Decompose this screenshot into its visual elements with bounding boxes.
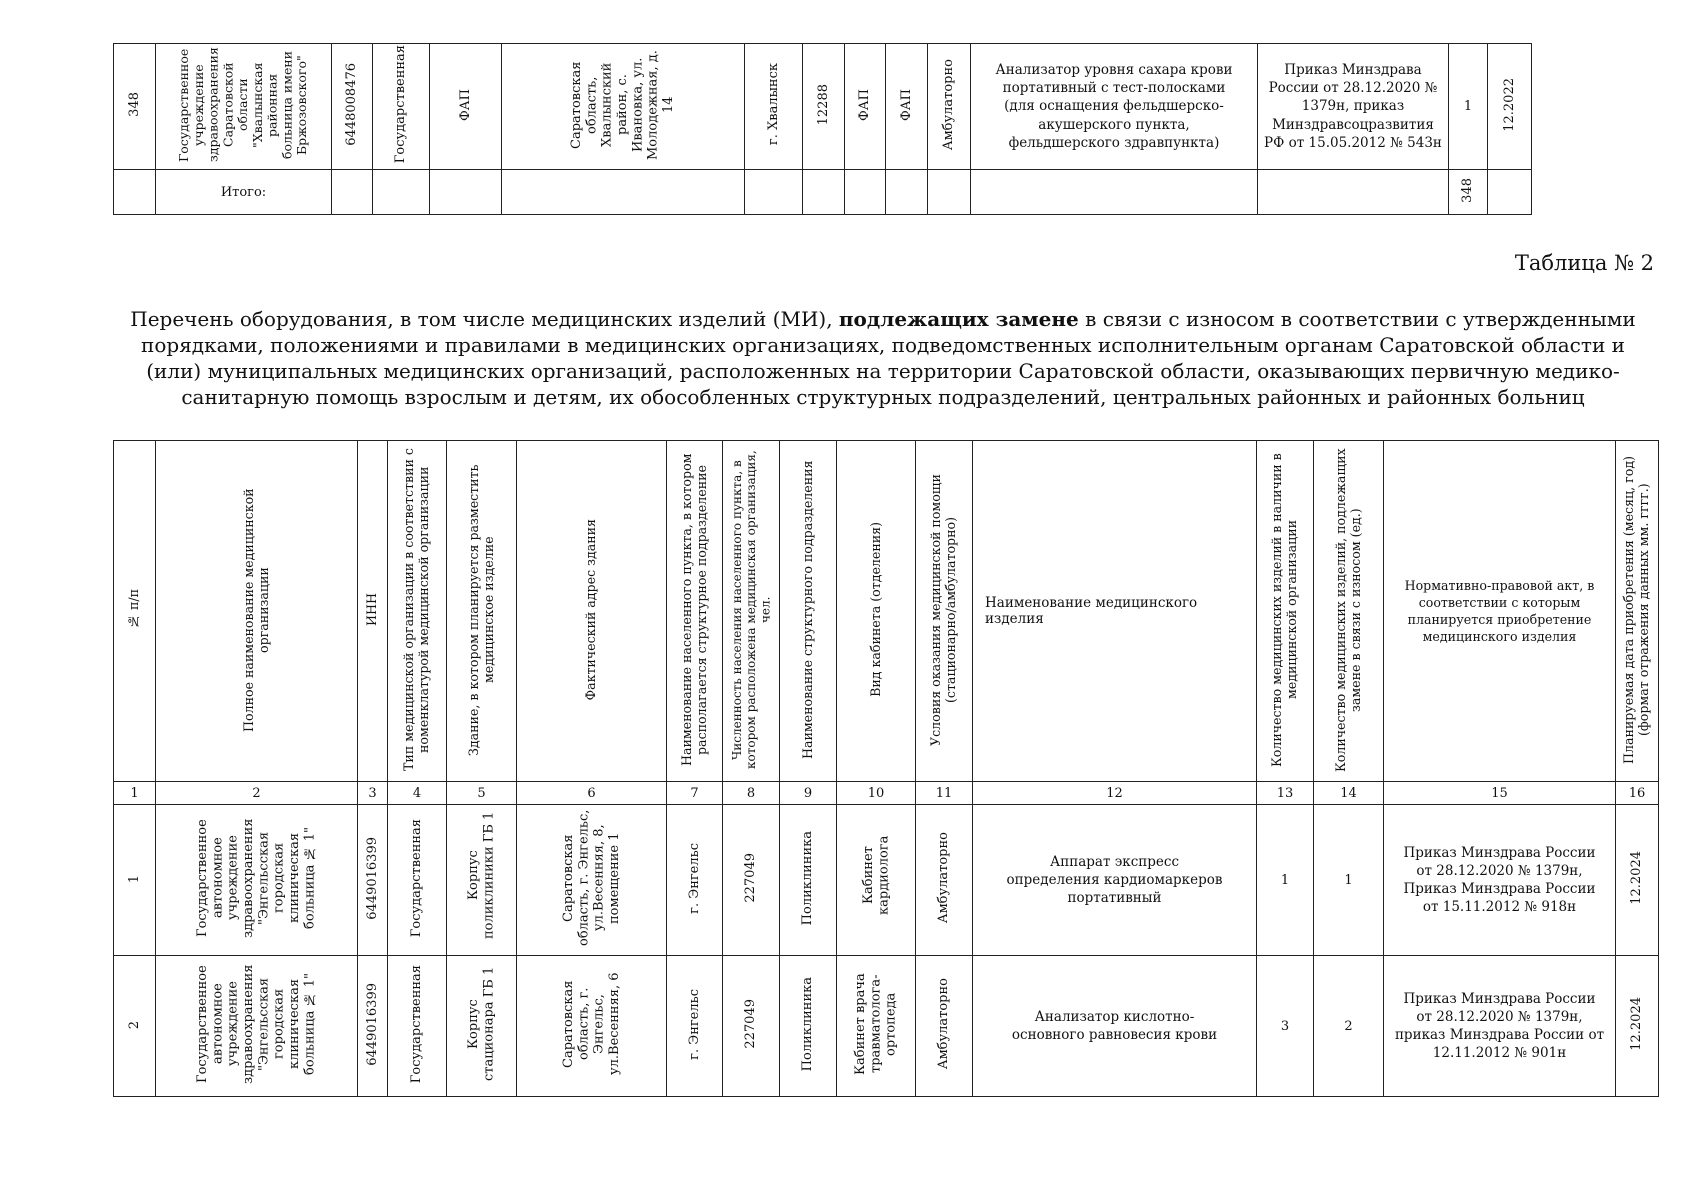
cell-address: Саратовская область, Хвалынский район, с. Ивановка, ул. Молодежная, д. 14	[502, 44, 745, 170]
cell-inn: 6448008476	[332, 44, 373, 170]
header-cell: Численность населения населенного пункта, в котором расположена медицинская организация, чел.	[723, 441, 780, 782]
header-cell: Количество медицинских изделий в наличии в медицинской организации	[1257, 441, 1314, 782]
header-cell: Количество медицинских изделий, подлежащих замене в связи с износом (ед.)	[1314, 441, 1384, 782]
total-value: 348	[1449, 170, 1488, 215]
cell-type: Государственная	[373, 44, 430, 170]
equipment-table	[113, 440, 1659, 1097]
header-cell: № п/п	[114, 441, 156, 782]
header-cell: Планируемая дата приобретения (месяц, год) (формат отражения данных мм. гггг.)	[1616, 441, 1659, 782]
header-cell: Вид кабинета (отделения)	[837, 441, 916, 782]
cell-cabinet: ФАП	[886, 44, 928, 170]
header-cell: Фактический адрес здания	[517, 441, 667, 782]
cell-locality: г. Хвалынск	[745, 44, 803, 170]
table-row	[114, 44, 1532, 170]
header-cell: Полное наименование медицинской организации	[156, 441, 358, 782]
cell-unit: ФАП	[845, 44, 886, 170]
cell-org: Государственное учреждение здравоохранения Саратовской области "Хвалынская районная больница имени Бржозовского"	[156, 44, 332, 170]
caption-emphasis: подлежащих замене	[838, 307, 1079, 331]
header-row	[114, 441, 1659, 782]
table-row: 1 Государственное автономное учреждение здравоохранения "Энгельсская городская клиническая больница № 1" 6449016399 Государственная Корпус поликлиники ГБ 1 Саратовская область, г. Энгельс, ул.Весенняя, 8, помещение 1 г. Энгельс 227049 Поликлиника Кабинет кардиолога Амбулаторно Аппарат экспресс определения кардиомаркеров портативный 1 1 Приказ Минздрава России от 28.12.2020 № 1379н, Приказ Минздрава России от 15.11.2012 № 918н 12.2024	[114, 805, 1659, 956]
table-row: 2 Государственное автономное учреждение здравоохранения "Энгельсская городская клиническая больница № 1" 6449016399 Государственная Корпус стационара ГБ 1 Саратовская область, г. Энгельс, ул.Весенняя, 6 г. Энгельс 227049 Поликлиника Кабинет врача травматолога-ортопеда Амбулаторно Анализатор кислотно-основного равновесия крови 3 2 Приказ Минздрава России от 28.12.2020 № 1379н, приказ Минздрава России от 12.11.2012 № 901н 12.2024	[114, 956, 1659, 1097]
table-caption: Перечень оборудования, в том числе медицинских изделий (МИ), подлежащих замене в связи с износом в соответствии с утвержденными порядками, положениями и правилами в медицинских организациях, подведомственных исполнительным органам Саратовской области и (или) муниципальных медицинских организаций, расположенных на территории Саратовской области, оказывающих первичную медико-санитарную помощь взрослым и детям, их обособленных структурных подразделений, центральных районных и районных больниц	[130, 307, 1636, 409]
cell-population: 12288	[803, 44, 845, 170]
column-numbers-row: 1 2 3 4 5 6 7 8 9 10 11 12 13 14 15 16	[114, 782, 1659, 805]
cell-building: ФАП	[430, 44, 502, 170]
cell-act: Приказ Минздрава России от 28.12.2020 № 1379н, приказ Минздравсоцразвития РФ от 15.05.2012 № 543н	[1258, 44, 1449, 170]
header-cell: Наименование населенного пункта, в котором располагается структурное подразделение	[667, 441, 723, 782]
header-cell: ИНН	[358, 441, 388, 782]
header-cell: Нормативно-правовой акт, в соответствии с которым планируется приобретение медицинского изделия	[1384, 441, 1616, 782]
header-cell: Тип медицинской организации в соответствии с номенклатурой медицинской организации	[388, 441, 447, 782]
previous-table	[113, 43, 1532, 215]
header-cell: Наименование структурного подразделения	[780, 441, 837, 782]
header-cell: Здание, в котором планируется разместить медицинское изделие	[447, 441, 517, 782]
cell-date: 12.2022	[1488, 44, 1532, 170]
total-row	[114, 170, 1532, 215]
header-cell: Условия оказания медицинской помощи (стационарно/амбулаторно)	[916, 441, 973, 782]
cell-qty: 1	[1449, 44, 1488, 170]
table-number: Таблица № 2	[1514, 251, 1654, 275]
cell-conditions: Амбулаторно	[928, 44, 971, 170]
total-label: Итого:	[156, 170, 332, 215]
cell-device: Анализатор уровня сахара крови портативный с тест-полосками (для оснащения фельдшерско-акушерского пункта, фельдшерского здравпункта)	[971, 44, 1258, 170]
header-cell: Наименование медицинского изделия	[973, 441, 1257, 782]
cell-num: 348	[114, 44, 156, 170]
